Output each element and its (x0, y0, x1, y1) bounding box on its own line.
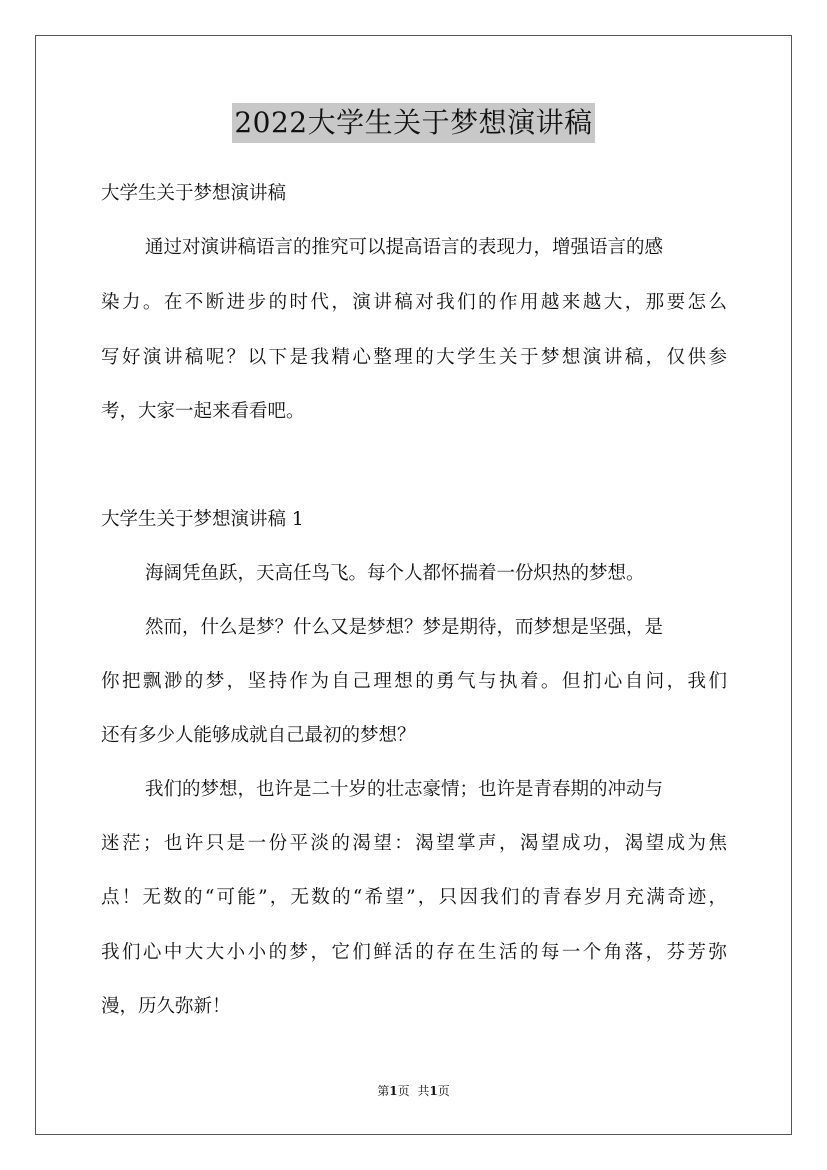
paragraph-3-line-4: 我们心中大大小小的梦，它们鲜活的存在生活的每一个角落，芬芳弥 (101, 942, 727, 963)
section-heading: 大学生关于梦想演讲稿 1 (101, 509, 304, 530)
page-footer (0, 1083, 827, 1099)
paragraph-1: 海阔凭鱼跃，天高任鸟飞。每个人都怀揣着一份炽热的梦想。 (145, 563, 645, 584)
intro-line-4: 考，大家一起来看看吧。 (101, 401, 305, 422)
footer-total-number: 1 (429, 1084, 438, 1098)
footer-page-suffix: 页 (397, 1084, 410, 1098)
paragraph-3-line-1: 我们的梦想，也许是二十岁的壮志豪情；也许是青春期的冲动与 (145, 779, 664, 800)
intro-line-2: 染力。在不断进步的时代，演讲稿对我们的作用越来越大，那要怎么 (101, 292, 727, 313)
footer-page-prefix: 第 (377, 1084, 390, 1098)
paragraph-2-line-3: 还有多少人能够成就自己最初的梦想？ (101, 725, 416, 746)
intro-line-3: 写好演讲稿呢？以下是我精心整理的大学生关于梦想演讲稿，仅供参 (101, 347, 727, 368)
paragraph-3-line-5: 漫，历久弥新！ (101, 996, 231, 1017)
intro-line-1: 通过对演讲稿语言的推究可以提高语言的表现力，增强语言的感 (145, 237, 664, 258)
title-container (0, 103, 827, 143)
document-title: 2022大学生关于梦想演讲稿 (232, 103, 594, 143)
paragraph-3-line-3: 点！无数的“可能”，无数的“希望”，只因我们的青春岁月充满奇迹， (101, 887, 727, 908)
footer-page-number: 1 (389, 1084, 398, 1098)
paragraph-3-line-2: 迷茫；也许只是一份平淡的渴望：渴望掌声，渴望成功，渴望成为焦 (101, 833, 727, 854)
paragraph-2-line-2: 你把飘渺的梦，坚持作为自己理想的勇气与执着。但扪心自问，我们 (101, 671, 727, 692)
document-subtitle: 大学生关于梦想演讲稿 (101, 183, 287, 204)
footer-total-prefix: 共 (417, 1084, 430, 1098)
paragraph-2-line-1: 然而，什么是梦？什么又是梦想？梦是期待，而梦想是坚强，是 (145, 617, 664, 638)
footer-total-suffix: 页 (437, 1084, 450, 1098)
